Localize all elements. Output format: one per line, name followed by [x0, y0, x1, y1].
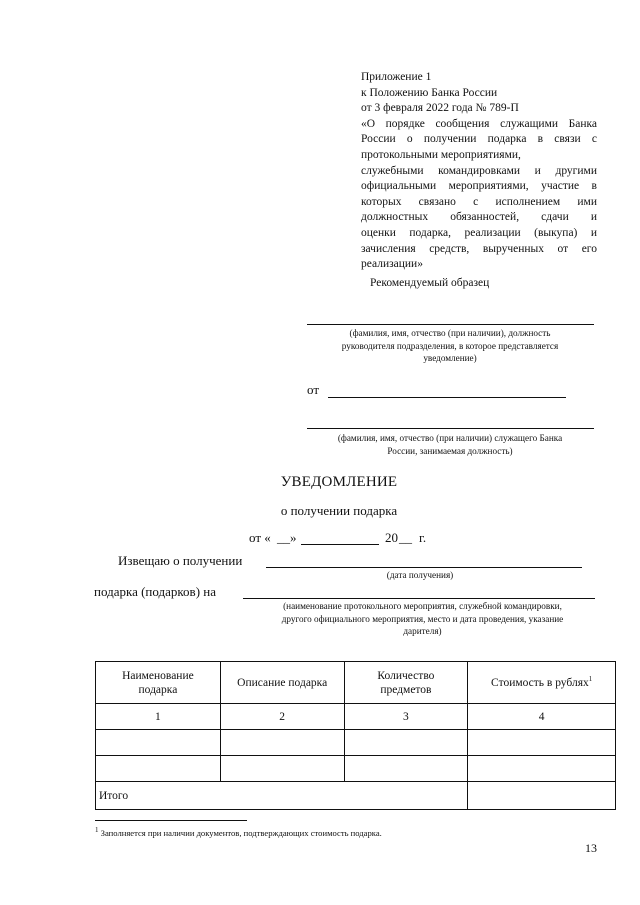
- column-number: 1: [96, 704, 221, 730]
- header-gift-description: Описание подарка: [220, 662, 344, 704]
- appendix-line: служебными командировками и другими: [361, 164, 597, 177]
- event-field-line[interactable]: [243, 598, 595, 599]
- appendix-line: Приложение 1: [361, 71, 432, 83]
- page-number: 13: [585, 841, 597, 855]
- table-row: [96, 756, 616, 782]
- table-total-row: [96, 782, 616, 810]
- recipient-field-line[interactable]: [307, 324, 594, 325]
- footnote-marker: 1: [95, 826, 99, 835]
- table-cell[interactable]: [96, 756, 221, 782]
- document-title: УВЕДОМЛЕНИЕ: [280, 474, 398, 490]
- appendix-line: которых связано с исполнением ими: [361, 195, 597, 208]
- table-cell[interactable]: [220, 756, 344, 782]
- table-cell[interactable]: [468, 730, 616, 756]
- column-number: 3: [344, 704, 468, 730]
- sender-field-line[interactable]: [328, 397, 566, 398]
- recommended-sample-label: Рекомендуемый образец: [370, 277, 490, 289]
- date-close-quote: »: [290, 530, 297, 545]
- header-cost: Стоимость в рублях$^1$: [468, 662, 616, 704]
- date-day-blank[interactable]: __: [277, 530, 290, 545]
- receipt-date-caption: (дата получения): [386, 570, 454, 580]
- total-value-cell[interactable]: [468, 782, 616, 810]
- table-cell[interactable]: [344, 730, 468, 756]
- appendix-line: реализации»: [361, 258, 423, 271]
- appendix-line: России о получении подарка в связи с: [361, 133, 597, 146]
- table-header-row: [96, 662, 616, 704]
- appendix-line: протокольными мероприятиями,: [361, 148, 521, 161]
- from-label: от: [307, 382, 320, 397]
- appendix-line: должностных обязанностей, сдачи и: [361, 211, 597, 224]
- table-cell[interactable]: [96, 730, 221, 756]
- table-row: [96, 730, 616, 756]
- header-quantity: Количество предметов: [344, 662, 468, 704]
- appendix-line: от 3 февраля 2022 года № 789-П: [361, 102, 519, 115]
- footnote-text: Заполняется при наличии документов, подтверждающих стоимость подарка.: [100, 828, 382, 838]
- appendix-line: «О порядке сообщения служащими Банка: [361, 117, 597, 130]
- gifts-table: [95, 661, 616, 810]
- date-year-blank[interactable]: __: [399, 530, 412, 545]
- appendix-line: официальными мероприятиями, участие в: [361, 180, 597, 193]
- date-year-prefix: 20: [385, 530, 398, 545]
- table-cell[interactable]: [468, 756, 616, 782]
- footnote: [95, 828, 382, 838]
- event-caption: (наименование протокольного мероприятия, служебной командировки, другого официального мероприятия, место и дата проведения, указание дарителя): [281, 601, 564, 636]
- table-number-row: [96, 704, 616, 730]
- date-prefix: от «: [249, 530, 271, 545]
- appendix-header: [361, 70, 597, 273]
- sender-field-line-2[interactable]: [307, 428, 594, 429]
- appendix-line: оценки подарка, реализации (выкупа) и: [361, 226, 597, 239]
- appendix-line: зачисления средств, вырученных от его: [361, 242, 597, 255]
- receipt-date-line[interactable]: [266, 567, 582, 568]
- footnote-separator: [95, 820, 247, 821]
- date-year-suffix: г.: [419, 530, 427, 545]
- recipient-caption: (фамилия, имя, отчество (при наличии), должность руководителя подразделения, в которое представляется уведомление): [341, 328, 559, 363]
- gift-on-label: подарка (подарков) на: [94, 584, 217, 599]
- total-label: Итого: [96, 782, 468, 810]
- column-number: 2: [220, 704, 344, 730]
- appendix-line: к Положению Банка России: [361, 86, 498, 99]
- notify-label: Извещаю о получении: [118, 553, 243, 568]
- date-month-line[interactable]: [301, 544, 379, 545]
- header-gift-name: Наименование подарка: [96, 662, 221, 704]
- table-cell[interactable]: [220, 730, 344, 756]
- document-subtitle: о получении подарка: [280, 503, 398, 518]
- footnote-ref: 1: [588, 674, 593, 683]
- table-cell[interactable]: [344, 756, 468, 782]
- sender-caption: (фамилия, имя, отчество (при наличии) служащего Банка России, занимаемая должность): [337, 433, 563, 456]
- column-number: 4: [468, 704, 616, 730]
